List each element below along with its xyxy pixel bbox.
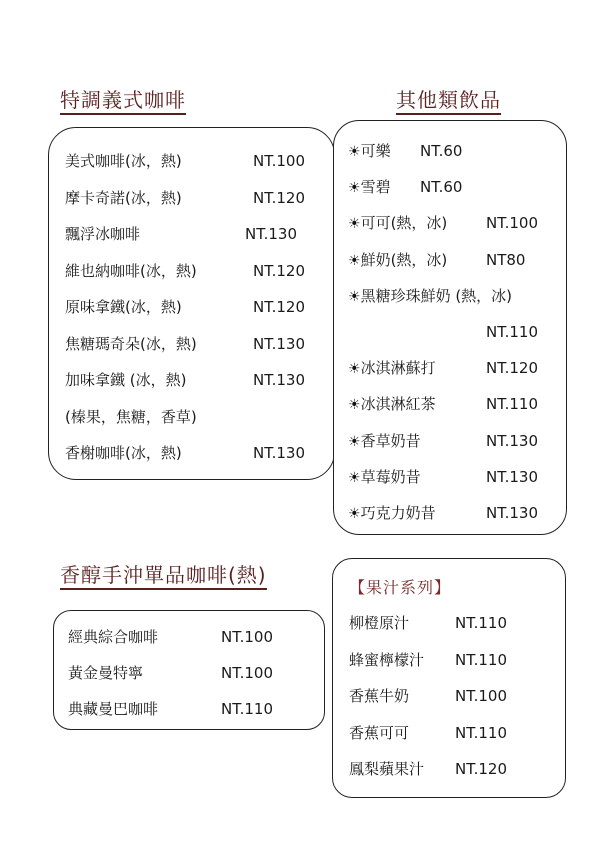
- menu-item-name: 加味拿鐵 (冰，熱): [65, 371, 187, 389]
- menu-item-price: NT.110: [455, 650, 508, 669]
- menu-item-price: NT.130: [253, 444, 306, 462]
- menu-item-price: NT.100: [221, 664, 274, 682]
- sun-icon: ☀: [348, 506, 361, 522]
- menu-item-price: NT.120: [455, 760, 508, 778]
- menu-item-price: NT.60: [420, 178, 463, 197]
- menu-item-price: NT.130: [253, 371, 306, 389]
- menu-item: [334, 139, 566, 163]
- menu-item: [334, 320, 566, 344]
- menu-item: [49, 441, 334, 465]
- menu-item-name: ☀雪碧: [348, 178, 391, 197]
- menu-item-name: ☀草莓奶昔: [348, 467, 421, 486]
- menu-item-name: 飄浮冰咖啡: [65, 225, 141, 243]
- menu-item-name: ☀可樂: [348, 142, 391, 160]
- sun-icon: ☀: [348, 216, 361, 233]
- menu-item: [333, 757, 565, 781]
- menu-item: [334, 356, 566, 380]
- menu-item-name: 維也納咖啡(冰，熱): [65, 261, 197, 280]
- menu-item: [333, 684, 565, 708]
- menu-item-name: 香蕉牛奶: [349, 687, 410, 705]
- menu-item-price: NT.110: [486, 395, 539, 414]
- menu-item: [333, 611, 565, 635]
- menu-item: [334, 429, 566, 453]
- pour-over-heading: 香醇手沖單品咖啡(熱): [60, 565, 267, 590]
- other-drinks-heading: 其他類飲品: [396, 90, 501, 115]
- menu-item: [49, 295, 334, 319]
- menu-item-name: 美式咖啡(冰，熱): [65, 152, 182, 170]
- menu-item: [49, 149, 334, 173]
- menu-item: [49, 368, 334, 392]
- menu-item: [49, 259, 334, 283]
- menu-item-name: 香榭咖啡(冰，熱): [65, 444, 182, 462]
- menu-item: [334, 392, 566, 416]
- menu-item-name: ☀鮮奶(熱，冰): [348, 250, 448, 269]
- menu-item-price: NT.130: [253, 334, 306, 353]
- menu-item-name: (榛果，焦糖，香草): [65, 407, 197, 426]
- menu-item-price: NT.130: [245, 225, 298, 243]
- menu-item-name: 經典綜合咖啡: [68, 628, 159, 646]
- menu-item: [334, 465, 566, 489]
- menu-item-name: ☀冰淇淋蘇打: [348, 359, 436, 378]
- menu-item-price: NT.120: [486, 359, 539, 378]
- menu-item: [334, 248, 566, 272]
- menu-item-price: NT.100: [486, 214, 539, 233]
- juice-heading: 【果汁系列】: [349, 578, 452, 597]
- menu-item-price: NT.100: [253, 152, 306, 170]
- menu-item: [333, 721, 565, 745]
- espresso-menu-box: [48, 127, 335, 480]
- menu-item: [54, 625, 324, 649]
- menu-item-name: 香蕉可可: [349, 723, 410, 742]
- other-drinks-menu-box: [333, 120, 567, 535]
- menu-item: [333, 648, 565, 672]
- sun-icon: ☀: [348, 180, 361, 197]
- menu-item-price: NT.110: [455, 614, 508, 632]
- menu-item: [49, 405, 334, 429]
- menu-item-price: NT.110: [486, 323, 539, 341]
- menu-item-price: NT.60: [420, 142, 463, 160]
- sun-icon: ☀: [348, 144, 361, 160]
- menu-item-name: 黃金曼特寧: [68, 664, 144, 682]
- menu-item: [334, 211, 566, 235]
- menu-item: [49, 332, 334, 356]
- menu-item-price: NT.130: [486, 504, 539, 522]
- menu-item-name: ☀可可(熱，冰): [348, 214, 448, 233]
- menu-item: [334, 175, 566, 199]
- menu-item-price: NT.120: [253, 298, 306, 316]
- menu-item-name: 摩卡奇諾(冰，熱): [65, 188, 182, 207]
- espresso-heading: 特調義式咖啡: [60, 90, 186, 115]
- menu-item: [54, 661, 324, 685]
- menu-item-name: ☀冰淇淋紅茶: [348, 395, 436, 414]
- menu-item-price: NT.100: [455, 687, 508, 705]
- menu-item-price: NT.110: [455, 723, 508, 742]
- menu-item: [54, 697, 324, 721]
- menu-item-price: NT.100: [221, 628, 274, 646]
- menu-item-name: 鳳梨蘋果汁: [349, 760, 425, 778]
- menu-item-name: 柳橙原汁: [349, 614, 410, 632]
- menu-item-name: 蜂蜜檸檬汁: [349, 650, 425, 669]
- menu-item-price: NT80: [486, 250, 526, 269]
- sun-icon: ☀: [348, 433, 361, 450]
- menu-item-name: ☀黑糖珍珠鮮奶 (熱，冰): [348, 286, 513, 305]
- sun-icon: ☀: [348, 288, 361, 305]
- menu-item: [49, 186, 334, 210]
- menu-item-name: ☀巧克力奶昔: [348, 504, 436, 522]
- menu-item-price: NT.120: [253, 261, 306, 280]
- sun-icon: ☀: [348, 397, 361, 414]
- sun-icon: ☀: [348, 361, 361, 378]
- menu-item-name: 典藏曼巴咖啡: [68, 700, 159, 718]
- menu-item-price: NT.130: [486, 467, 539, 486]
- menu-item-name: ☀香草奶昔: [348, 431, 421, 450]
- menu-item-name: 原味拿鐵(冰，熱): [65, 298, 182, 316]
- menu-item: [334, 284, 566, 308]
- menu-item-price: NT.130: [486, 431, 539, 450]
- sun-icon: ☀: [348, 469, 361, 486]
- pour-over-menu-box: [53, 610, 325, 730]
- juice-menu-box: [332, 558, 566, 798]
- menu-item-name: 焦糖瑪奇朵(冰，熱): [65, 334, 197, 353]
- menu-item-price: NT.110: [221, 700, 274, 718]
- sun-icon: ☀: [348, 252, 361, 269]
- menu-item: [334, 501, 566, 525]
- menu-item-price: NT.120: [253, 188, 306, 207]
- menu-item: [49, 222, 334, 246]
